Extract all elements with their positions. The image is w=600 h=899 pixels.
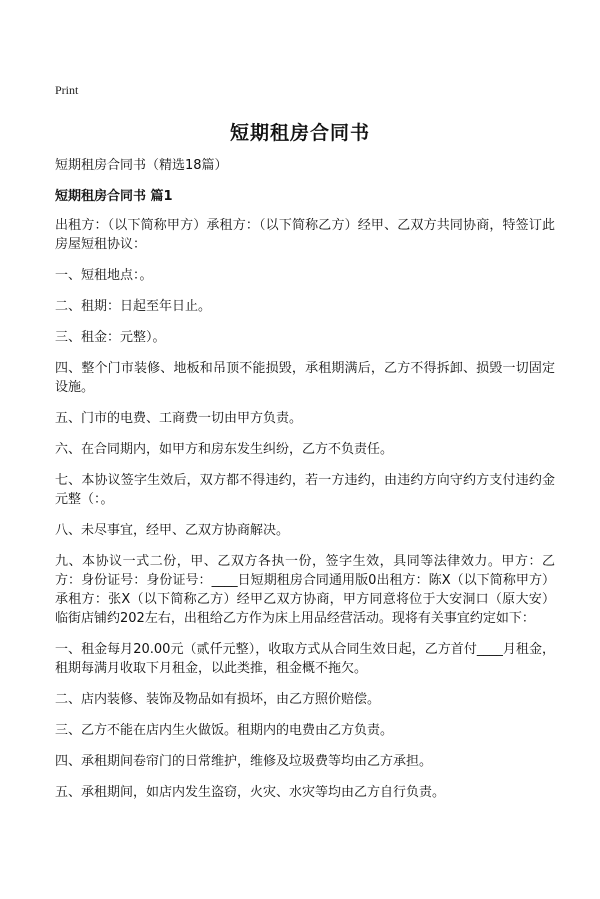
paragraph: 三、乙方不能在店内生火做饭。租期内的电费由乙方负责。 [55,723,394,738]
paragraph: 七、本协议签字生效后，双方都不得违约，若一方违约，由违约方向守约方支付违约金元整（：。 [55,473,555,507]
section-heading: 短期租房合同书 篇1 [55,189,173,204]
paragraph: 三、租金：元整）。 [55,330,166,345]
paragraph: 四、承租期间卷帘门的日常维护，维修及垃圾费等均由乙方承担。 [55,754,433,769]
paragraph: 二、租期：日起至年日止。 [55,299,212,314]
document-body [55,216,555,814]
document-title: 短期租房合同书 [229,122,370,144]
paragraph: 出租方：（以下简称甲方）承租方：（以下简称乙方）经甲、乙双方共同协商，特签订此房屋短租协议： [55,218,555,252]
document-subtitle: 短期租房合同书（精选18篇） [55,158,228,173]
paragraph: 一、租金每月20.00元（贰仟元整），收取方式从合同生效日起，乙方首付____月租金，租期每满月收取下月租金，以此类推，租金概不拖欠。 [55,642,555,676]
print-label: Print [55,83,79,97]
paragraph: 八、未尽事宜，经甲、乙双方协商解决。 [55,523,290,538]
paragraph: 六、在合同期内，如甲方和房东发生纠纷，乙方不负责任。 [55,442,394,457]
paragraph: 四、整个门市装修、地板和吊顶不能损毁，承租期满后，乙方不得拆卸、损毁一切固定设施。 [55,361,555,395]
paragraph: 二、店内装修、装饰及物品如有损坏，由乙方照价赔偿。 [55,692,381,707]
paragraph: 一、短租地点：。 [55,268,153,283]
paragraph: 九、本协议一式二份，甲、乙双方各执一份，签字生效，具同等法律效力。甲方：乙方：身份证号：身份证号：____日短期租房合同通用版0出租方：陈X（以下简称甲方）承租方：张X（以下简称乙方）经甲乙双方协商，甲方同意将位于大安洞口（原大安）临街店铺约202左右，出租给乙方作为床上用品经营活动。现将有关事宜约定如下： [55,554,555,626]
paragraph: 五、承租期间，如店内发生盗窃，火灾、水灾等均由乙方自行负责。 [55,785,446,800]
paragraph: 五、门市的电费、工商费一切由甲方负责。 [55,411,303,426]
